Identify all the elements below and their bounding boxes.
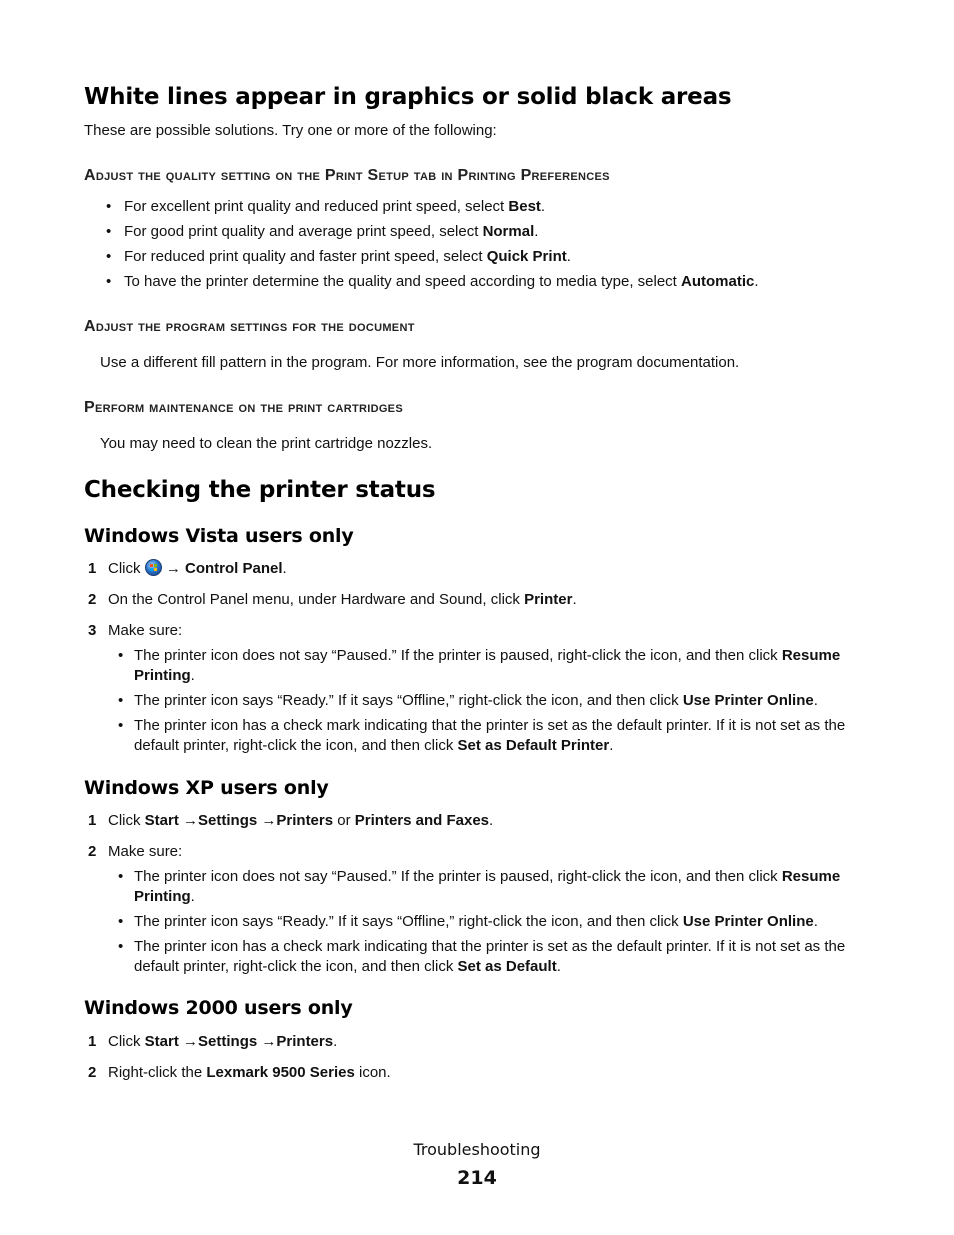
intro-text: These are possible solutions. Try one or more of the following: [84, 122, 497, 139]
heading-xp: Windows XP users only [84, 777, 329, 799]
vista-steps [88, 559, 874, 761]
bullet-item: • The printer icon has a check mark indicating that the printer is set as the default printer. If it is not set as the default printer, right-click the icon, and then click Set as Default. [108, 937, 874, 977]
step-item: 2 Right-click the Lexmark 9500 Series icon. [88, 1064, 391, 1081]
bullet-item: • The printer icon says “Ready.” If it says “Offline,” right-click the icon, and then click Use Printer Online. [108, 912, 874, 932]
footer-section-label: Troubleshooting [413, 1140, 541, 1159]
bullet-item: • For reduced print quality and faster print speed, select Quick Print. [106, 247, 866, 267]
section-title-printer-status: Checking the printer status [84, 477, 436, 503]
program-settings-text: Use a different fill pattern in the program. For more information, see the program documentation. [100, 354, 740, 371]
w2000-steps [88, 1032, 874, 1083]
subheading-program-settings: Adjust the program settings for the document [84, 318, 415, 335]
step-item: 2 On the Control Panel menu, under Hardware and Sound, click Printer. [88, 591, 577, 608]
step-item: 1 Click Start →Settings →Printers or Printers and Faxes. [88, 812, 494, 829]
quality-bullets [106, 197, 866, 297]
xp-steps [88, 811, 874, 982]
section-title-white-lines: White lines appear in graphics or solid black areas [84, 84, 732, 110]
step-item: 1 Click Start →Settings →Printers. [88, 1033, 338, 1050]
vista-checklist [108, 646, 874, 756]
step-item: 3 Make sure: • The printer icon does not say “Paused.” If the printer is paused, right-click the icon, and then click Resume Printing. • The printer icon says “Ready.” If it says “Offline,” right-click the icon, and then click Use Printer Online. • The printer icon has a check mark indicating that the printer is set as the default printer. If it is not set as the default printer, right-click the icon, and then click Set as Default Printer. [88, 621, 874, 756]
xp-checklist [108, 867, 874, 977]
step-item: 1 Click → Control Panel. [88, 560, 287, 577]
page-number: 214 [457, 1167, 497, 1189]
windows-start-orb-icon [145, 559, 162, 576]
bullet-item: • For excellent print quality and reduced print speed, select Best. [106, 197, 866, 217]
maintenance-text: You may need to clean the print cartridge nozzles. [100, 435, 433, 452]
subheading-quality-setting: Adjust the quality setting on the Print Setup tab in Printing Preferences [84, 167, 610, 184]
bullet-item: • For good print quality and average print speed, select Normal. [106, 222, 866, 242]
bullet-item: • The printer icon has a check mark indicating that the printer is set as the default printer. If it is not set as the default printer, right-click the icon, and then click Set as Default Printer. [108, 716, 874, 756]
bullet-item: • The printer icon does not say “Paused.” If the printer is paused, right-click the icon, and then click Resume Printing. [108, 646, 874, 686]
bullet-item: • The printer icon does not say “Paused.” If the printer is paused, right-click the icon, and then click Resume Printing. [108, 867, 874, 907]
subheading-maintenance: Perform maintenance on the print cartridges [84, 399, 403, 416]
heading-vista: Windows Vista users only [84, 525, 354, 547]
bullet-item: • The printer icon says “Ready.” If it says “Offline,” right-click the icon, and then click Use Printer Online. [108, 691, 874, 711]
bullet-item: • To have the printer determine the quality and speed according to media type, select Automatic. [106, 272, 866, 292]
heading-2000: Windows 2000 users only [84, 997, 353, 1019]
step-item: 2 Make sure: • The printer icon does not say “Paused.” If the printer is paused, right-click the icon, and then click Resume Printing. • The printer icon says “Ready.” If it says “Offline,” right-click the icon, and then click Use Printer Online. • The printer icon has a check mark indicating that the printer is set as the default printer. If it is not set as the default printer, right-click the icon, and then click Set as Default. [88, 842, 874, 977]
